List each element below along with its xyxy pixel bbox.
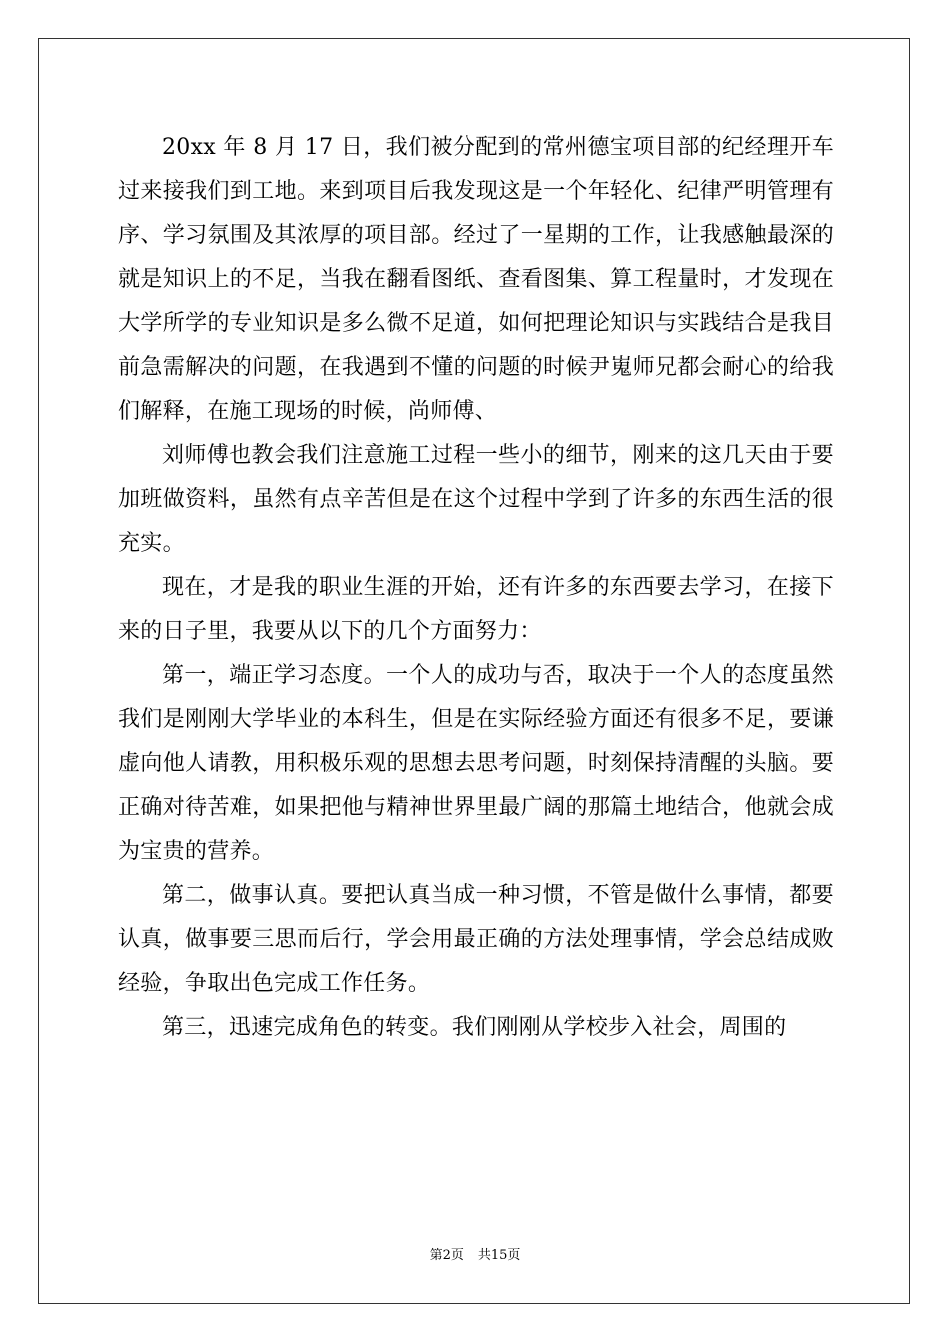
paragraph-1: 20xx 年 8 月 17 日，我们被分配到的常州德宝项目部的纪经理开车过来接我们到工地。来到项目后我发现这是一个年轻化、纪律严明管理有序、学习氛围及其浓厚的项目部。经过了一星期的工作，让我感触最深的就是知识上的不足，当我在翻看图纸、查看图集、算工程量时，才发现在大学所学的专业知识是多么微不足道，如何把理论知识与实践结合是我目前急需解决的问题，在我遇到不懂的问题的时候尹嵬师兄都会耐心的给我们解释，在施工现场的时候，尚师傅、	[118, 135, 834, 424]
page-number: 第2页	[429, 1248, 464, 1263]
paragraph-3: 现在，才是我的职业生涯的开始，还有许多的东西要去学习，在接下来的日子里，我要从以下的几个方面努力：	[118, 575, 834, 644]
paragraph-4: 第一，端正学习态度。一个人的成功与否，取决于一个人的态度虽然我们是刚刚大学毕业的本科生，但是在实际经验方面还有很多不足，要谦虚向他人请教，用积极乐观的思想去思考问题，时刻保持清醒的头脑。要正确对待苦难，如果把他与精神世界里最广阔的那篇土地结合，他就会成为宝贵的营养。	[118, 663, 834, 864]
document-body	[118, 126, 834, 1050]
paragraph-2: 刘师傅也教会我们注意施工过程一些小的细节，刚来的这几天由于要加班做资料，虽然有点辛苦但是在这个过程中学到了许多的东西生活的很充实。	[118, 443, 834, 556]
paragraph-6: 第三，迅速完成角色的转变。我们刚刚从学校步入社会，周围的	[162, 1015, 787, 1040]
paragraph-5: 第二，做事认真。要把认真当成一种习惯，不管是做什么事情，都要认真，做事要三思而后行，学会用最正确的方法处理事情，学会总结成败经验，争取出色完成工作任务。	[118, 883, 834, 996]
page-footer	[0, 1247, 950, 1265]
page-total: 共15页	[477, 1248, 521, 1263]
